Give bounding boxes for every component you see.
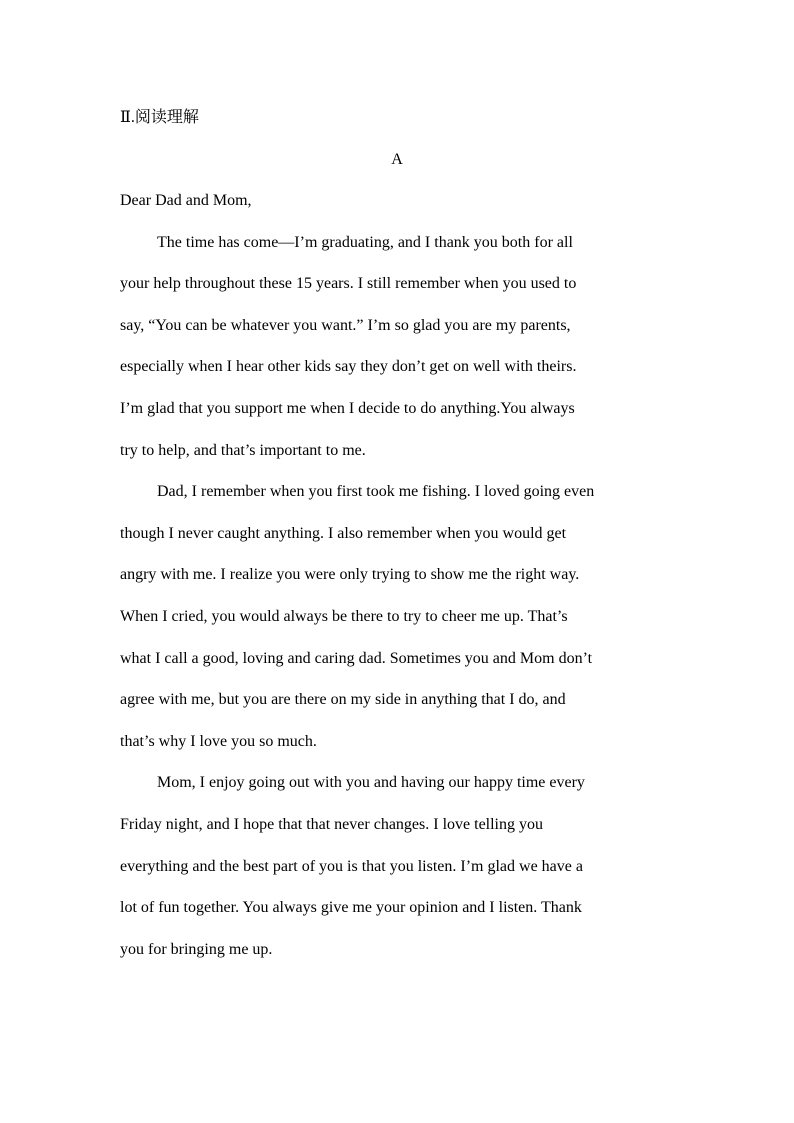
paragraph-line: what I call a good, loving and caring dad. Sometimes you and Mom don’t xyxy=(120,649,593,667)
paragraph-line: especially when I hear other kids say they don’t get on well with theirs. xyxy=(120,358,577,376)
paragraph-line: Mom, I enjoy going out with you and having our happy time every xyxy=(157,774,585,792)
paragraph-line: When I cried, you would always be there to try to cheer me up. That’s xyxy=(120,607,568,625)
letter-salutation: Dear Dad and Mom, xyxy=(120,192,252,209)
letter-body xyxy=(120,189,672,979)
paragraph-line: lot of fun together. You always give me your opinion and I listen. Thank xyxy=(120,899,582,917)
paragraph-2 xyxy=(120,480,672,771)
paragraph-line: that’s why I love you so much. xyxy=(120,732,317,750)
paragraph-line: The time has come—I’m graduating, and I thank you both for all xyxy=(157,233,573,251)
paragraph-line: Friday night, and I hope that that never changes. I love telling you xyxy=(120,815,543,833)
section-heading: Ⅱ.阅读理解 xyxy=(120,109,199,126)
paragraph-line: you for bringing me up. xyxy=(120,940,273,958)
paragraph-line: try to help, and that’s important to me. xyxy=(120,441,366,459)
paragraph-line: say, “You can be whatever you want.” I’m so glad you are my parents, xyxy=(120,316,571,334)
paragraph-line: angry with me. I realize you were only trying to show me the right way. xyxy=(120,566,580,584)
paragraph-line: everything and the best part of you is that you listen. I’m glad we have a xyxy=(120,857,583,875)
passage-label: A xyxy=(391,151,403,168)
paragraph-line: I’m glad that you support me when I decide to do anything.You always xyxy=(120,399,575,417)
paragraph-line: though I never caught anything. I also remember when you would get xyxy=(120,524,567,542)
paragraph-1 xyxy=(120,231,672,481)
paragraph-line: Dad, I remember when you first took me fishing. I loved going even xyxy=(157,483,595,501)
paragraph-line: agree with me, but you are there on my side in anything that I do, and xyxy=(120,691,566,709)
paragraph-3 xyxy=(120,771,672,979)
paragraph-line: your help throughout these 15 years. I still remember when you used to xyxy=(120,275,577,293)
